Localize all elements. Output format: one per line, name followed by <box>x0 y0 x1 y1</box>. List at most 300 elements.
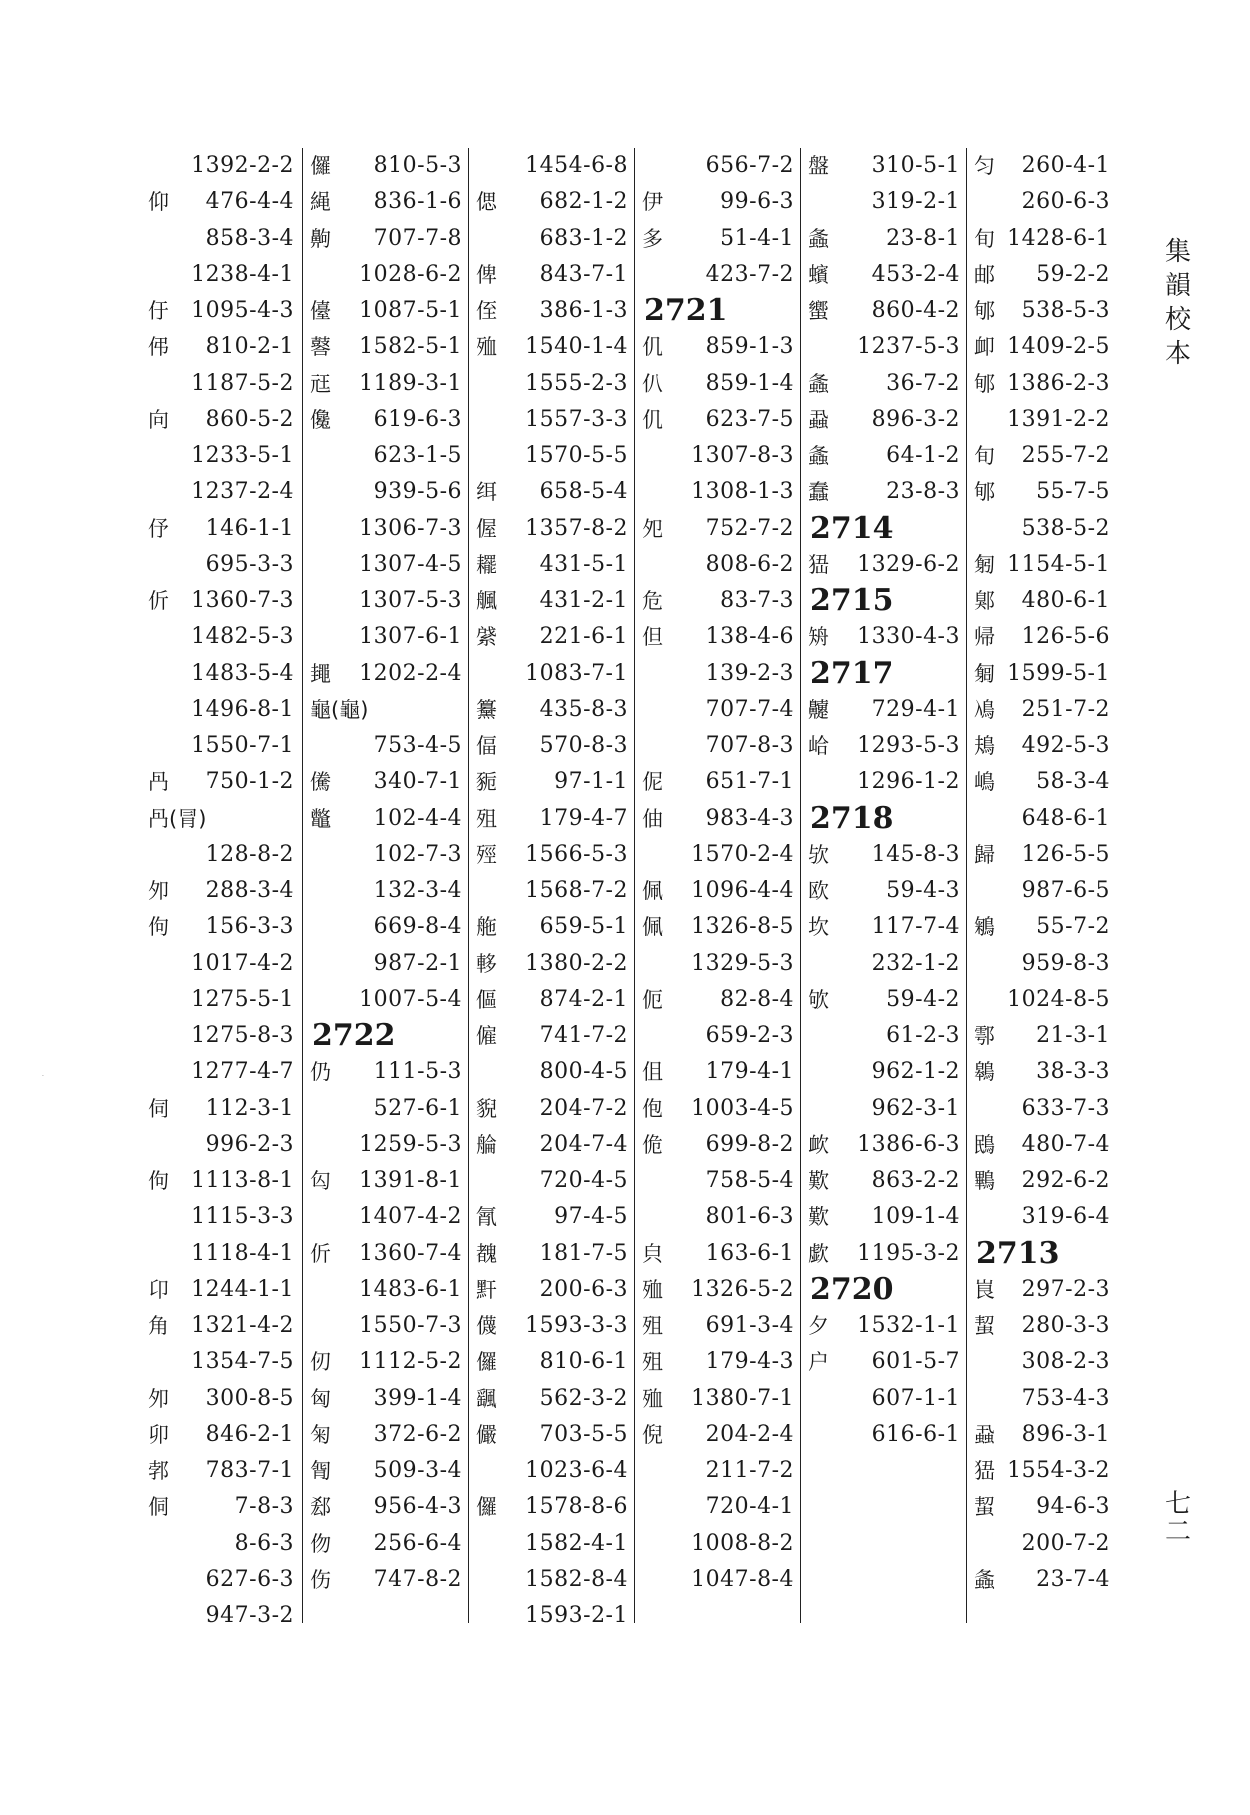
entry-character: 㒵 <box>642 1241 663 1266</box>
index-entry <box>148 1381 300 1417</box>
entry-reference: 1496-8-1 <box>191 696 294 722</box>
entry-character: 伒 <box>148 589 169 613</box>
entry-reference: 860-5-2 <box>205 406 294 432</box>
index-entry <box>148 764 300 800</box>
index-entry <box>808 474 966 510</box>
index-entry <box>642 366 800 402</box>
entry-character: 卹 <box>974 335 995 360</box>
entry-reference: 58-3-4 <box>1036 769 1110 795</box>
entry-reference: 570-8-3 <box>539 733 628 758</box>
index-entry <box>642 909 800 945</box>
index-entry <box>476 293 634 329</box>
entry-character: 鷝 <box>974 1169 995 1193</box>
entry-reference: 132-3-4 <box>373 878 462 903</box>
index-entry <box>642 329 800 365</box>
entry-reference: 752-7-2 <box>705 515 794 541</box>
index-entry <box>642 511 800 547</box>
entry-character: 卯 <box>148 1422 169 1447</box>
entry-reference: 251-7-2 <box>1021 696 1110 722</box>
entry-reference: 179-4-3 <box>705 1349 794 1375</box>
index-entry <box>310 221 468 257</box>
entry-character: 角 <box>148 1314 169 1338</box>
index-entry <box>974 1381 1116 1417</box>
index-entry <box>808 619 966 655</box>
index-entry <box>148 148 300 184</box>
index-entry <box>476 148 634 184</box>
index-entry <box>476 764 634 800</box>
index-entry <box>476 1308 634 1344</box>
index-entry <box>974 184 1116 220</box>
entry-reference: 1326-5-2 <box>691 1276 794 1302</box>
entry-character: 匃 <box>310 1169 331 1193</box>
entry-reference: 750-1-2 <box>205 769 294 795</box>
entry-reference: 753-4-3 <box>1021 1385 1110 1411</box>
index-entry <box>310 982 468 1018</box>
index-entry <box>808 837 966 873</box>
index-entry <box>310 1453 468 1489</box>
index-entry <box>310 1344 468 1380</box>
entry-character: 匀 <box>974 154 995 178</box>
entry-reference: 962-3-1 <box>871 1095 960 1121</box>
index-entry <box>310 1489 468 1525</box>
index-entry <box>974 1272 1116 1308</box>
index-entry <box>148 1598 300 1634</box>
entry-reference: 288-3-4 <box>205 878 294 903</box>
entry-character: 偲 <box>476 190 497 215</box>
index-entry <box>808 438 966 474</box>
index-entry <box>310 402 468 438</box>
index-entry <box>974 837 1116 873</box>
index-entry <box>642 837 800 873</box>
index-entry <box>642 1054 800 1090</box>
entry-reference: 1482-5-3 <box>191 624 294 650</box>
index-entry <box>808 366 966 402</box>
entry-reference: 59-2-2 <box>1036 261 1110 287</box>
entry-reference: 1259-5-3 <box>359 1131 462 1157</box>
index-entry <box>974 148 1116 184</box>
entry-reference: 859-1-4 <box>705 370 794 396</box>
entry-reference: 260-4-1 <box>1021 153 1110 178</box>
entry-reference: 1008-8-2 <box>691 1530 794 1556</box>
entry-reference: 695-3-3 <box>205 551 294 577</box>
index-entry <box>476 1127 634 1163</box>
column-divider <box>800 148 801 1623</box>
entry-character: 蛪 <box>974 1495 995 1520</box>
entry-reference: 801-6-3 <box>705 1204 794 1230</box>
entry-reference: 1017-4-2 <box>191 950 294 976</box>
entry-reference: 858-3-4 <box>205 225 294 251</box>
index-entry <box>642 982 800 1018</box>
entry-reference: 987-6-5 <box>1021 878 1110 903</box>
entry-character: 龜(龜) <box>310 697 369 722</box>
index-entry <box>476 909 634 945</box>
entry-character: 郇 <box>974 480 995 505</box>
entry-reference: 260-6-3 <box>1021 189 1110 215</box>
index-entry <box>148 837 300 873</box>
entry-character: 危 <box>642 589 663 613</box>
entry-character: 鼈 <box>310 806 331 831</box>
entry-reference: 112-3-1 <box>205 1095 294 1121</box>
entry-character: 螽 <box>974 1567 995 1592</box>
index-entry <box>476 1453 634 1489</box>
index-entry <box>974 1344 1116 1380</box>
index-entry <box>476 1091 634 1127</box>
index-entry <box>148 728 300 764</box>
entry-reference: 138-4-6 <box>705 624 794 650</box>
entry-reference: 741-7-2 <box>539 1023 628 1048</box>
entry-reference: 683-1-2 <box>539 225 628 251</box>
entry-reference: 179-4-7 <box>539 805 628 831</box>
entry-reference: 1555-2-3 <box>525 370 628 396</box>
index-entry <box>808 728 966 764</box>
index-entry <box>310 148 468 184</box>
index-entry <box>808 873 966 909</box>
entry-reference: 729-4-1 <box>871 696 960 722</box>
index-entry <box>476 728 634 764</box>
index-entry <box>310 1127 468 1163</box>
entry-character: 峱 <box>974 1459 995 1483</box>
index-entry <box>310 1526 468 1562</box>
entry-reference: 707-7-4 <box>705 696 794 722</box>
index-entry <box>974 692 1116 728</box>
entry-character: 㔨 <box>310 1459 331 1483</box>
index-entry <box>808 1163 966 1199</box>
entry-reference: 874-2-1 <box>539 986 628 1012</box>
index-entry <box>310 656 468 692</box>
index-entry <box>310 474 468 510</box>
entry-character: 䋯 <box>476 625 497 650</box>
entry-reference: 204-7-2 <box>539 1095 628 1121</box>
entry-reference: 896-3-2 <box>871 406 960 432</box>
entry-reference: 633-7-3 <box>1021 1095 1110 1121</box>
entry-reference: 1321-4-2 <box>191 1313 294 1338</box>
index-entry <box>476 873 634 909</box>
index-entry <box>808 1417 966 1453</box>
entry-character: 殂 <box>642 1350 663 1375</box>
index-entry <box>974 1127 1116 1163</box>
entry-reference: 1557-3-3 <box>525 406 628 432</box>
entry-character: 蠢 <box>808 480 829 505</box>
entry-reference: 232-1-2 <box>871 950 960 976</box>
entry-reference: 431-5-1 <box>539 551 628 577</box>
index-entry <box>310 1163 468 1199</box>
entry-reference: 435-8-3 <box>539 696 628 722</box>
entry-reference: 1599-5-1 <box>1007 660 1110 686</box>
entry-character: 䵟 <box>476 1277 497 1302</box>
entry-character: 䎱 <box>476 552 497 577</box>
index-entry <box>310 257 468 293</box>
entry-character: 匔 <box>974 661 995 686</box>
index-entry <box>310 1381 468 1417</box>
index-entry <box>148 1127 300 1163</box>
entry-character: 䶀 <box>310 335 331 360</box>
index-entry <box>476 583 634 619</box>
entry-character: 伌 <box>642 987 663 1012</box>
column-divider <box>634 148 635 1623</box>
entry-reference: 863-2-2 <box>871 1168 960 1193</box>
index-column-6 <box>974 148 1116 1628</box>
entry-character: 侄 <box>476 299 497 323</box>
index-entry <box>808 221 966 257</box>
entry-reference: 1003-4-5 <box>691 1095 794 1121</box>
index-entry <box>310 547 468 583</box>
entry-reference: 956-4-3 <box>373 1494 462 1520</box>
index-entry <box>974 656 1116 692</box>
entry-character: 矪 <box>808 625 829 650</box>
entry-reference: 1593-3-3 <box>525 1313 628 1338</box>
entry-character: 僱 <box>476 1024 497 1048</box>
entry-character: 鴖 <box>974 1132 995 1157</box>
entry-reference: 1386-2-3 <box>1007 370 1110 396</box>
index-column-3 <box>476 148 634 1628</box>
entry-reference: 707-8-3 <box>705 733 794 758</box>
entry-character: 䶑 <box>808 697 829 722</box>
index-entry <box>148 1526 300 1562</box>
index-entry <box>808 982 966 1018</box>
entry-reference: 1293-5-3 <box>857 733 960 758</box>
entry-reference: 538-5-3 <box>1021 298 1110 323</box>
entry-reference: 23-8-1 <box>886 225 960 251</box>
index-entry <box>148 1308 300 1344</box>
section-heading <box>808 511 966 547</box>
index-entry <box>148 1489 300 1525</box>
entry-reference: 1550-7-3 <box>359 1313 462 1338</box>
entry-reference: 1357-8-2 <box>525 515 628 541</box>
entry-reference: 453-2-4 <box>871 261 960 287</box>
entry-reference: 1277-4-7 <box>191 1059 294 1085</box>
entry-reference: 1233-5-1 <box>191 443 294 468</box>
entry-reference: 659-5-1 <box>539 914 628 940</box>
entry-reference: 1329-6-2 <box>857 551 960 577</box>
index-entry <box>642 583 800 619</box>
section-heading <box>310 1018 468 1054</box>
entry-character: 郇 <box>974 299 995 323</box>
entry-character: 儸 <box>476 1495 497 1520</box>
index-entry <box>310 1308 468 1344</box>
entry-character: 郄 <box>310 1495 331 1520</box>
entry-character: 仈 <box>642 371 663 396</box>
column-divider <box>302 148 303 1623</box>
index-entry <box>642 221 800 257</box>
entry-character: 峱 <box>808 552 829 577</box>
index-entry <box>148 329 300 365</box>
entry-character: 卬 <box>148 1277 169 1302</box>
entry-reference: 1023-6-4 <box>525 1458 628 1483</box>
entry-character: 殈 <box>476 335 497 360</box>
entry-character: 倪 <box>642 1422 663 1447</box>
entry-reference: 55-7-5 <box>1036 479 1110 505</box>
index-entry <box>148 221 300 257</box>
index-entry <box>974 982 1116 1018</box>
section-heading <box>808 1272 966 1308</box>
index-entry <box>310 583 468 619</box>
entry-character: 螽 <box>808 371 829 396</box>
index-entry <box>148 511 300 547</box>
index-entry <box>808 1018 966 1054</box>
entry-reference: 126-5-6 <box>1021 624 1110 650</box>
index-entry <box>642 474 800 510</box>
index-entry <box>642 1344 800 1380</box>
index-entry <box>974 366 1116 402</box>
entry-reference: 109-1-4 <box>871 1204 960 1230</box>
entry-character: 殈 <box>642 1386 663 1411</box>
entry-reference: 1380-2-2 <box>525 950 628 976</box>
index-entry <box>642 1091 800 1127</box>
index-entry <box>310 946 468 982</box>
entry-character: 齁 <box>310 226 331 251</box>
section-code: 2721 <box>644 293 728 328</box>
entry-character: 伤 <box>310 1567 331 1592</box>
entry-reference: 1392-2-2 <box>191 153 294 178</box>
entry-reference: 255-7-2 <box>1021 443 1110 468</box>
index-entry <box>148 692 300 728</box>
index-entry <box>310 438 468 474</box>
entry-character: 螽 <box>808 444 829 468</box>
entry-character: 歔 <box>808 1241 829 1266</box>
index-entry <box>148 801 300 837</box>
index-entry <box>476 1562 634 1598</box>
index-entry <box>310 692 468 728</box>
index-entry <box>808 184 966 220</box>
entry-reference: 211-7-2 <box>705 1458 794 1483</box>
entry-character: 仍 <box>310 1060 331 1085</box>
entry-reference: 659-2-3 <box>705 1023 794 1048</box>
index-entry <box>974 1199 1116 1235</box>
index-entry <box>974 764 1116 800</box>
entry-character: 伒 <box>310 1241 331 1266</box>
entry-reference: 651-7-1 <box>705 769 794 795</box>
entry-reference: 527-6-1 <box>373 1095 462 1121</box>
index-entry <box>476 1018 634 1054</box>
index-entry <box>974 438 1116 474</box>
index-entry <box>642 1489 800 1525</box>
index-entry <box>476 619 634 655</box>
entry-reference: 1112-5-2 <box>359 1349 462 1375</box>
index-column-1 <box>148 148 300 1628</box>
entry-reference: 983-4-3 <box>705 805 794 831</box>
entry-reference: 59-4-2 <box>886 986 960 1012</box>
entry-reference: 601-5-7 <box>871 1349 960 1375</box>
entry-reference: 139-2-3 <box>705 660 794 686</box>
entry-character: 但 <box>642 625 663 650</box>
entry-reference: 1550-7-1 <box>191 733 294 758</box>
entry-reference: 1354-7-5 <box>191 1349 294 1375</box>
index-entry <box>808 1381 966 1417</box>
index-entry <box>148 1091 300 1127</box>
entry-character: 鳺 <box>974 734 995 758</box>
entry-reference: 59-4-3 <box>886 878 960 903</box>
index-entry <box>476 366 634 402</box>
index-entry <box>642 801 800 837</box>
entry-reference: 1454-6-8 <box>525 153 628 178</box>
entry-reference: 1307-5-3 <box>359 588 462 613</box>
index-entry <box>476 257 634 293</box>
index-entry <box>476 511 634 547</box>
index-entry <box>148 1417 300 1453</box>
index-entry <box>148 1163 300 1199</box>
index-entry <box>476 692 634 728</box>
entry-character: 颻 <box>476 1386 497 1411</box>
index-entry <box>476 438 634 474</box>
index-entry <box>310 1199 468 1235</box>
entry-reference: 656-7-2 <box>705 153 794 178</box>
index-column-5 <box>808 148 966 1628</box>
index-entry <box>642 1453 800 1489</box>
index-entry <box>974 1018 1116 1054</box>
entry-reference: 1154-5-1 <box>1007 551 1110 577</box>
entry-character: 峎 <box>974 1277 995 1302</box>
entry-reference: 200-7-2 <box>1021 1530 1110 1556</box>
section-code: 2720 <box>810 1271 894 1307</box>
entry-character: 蠁 <box>808 299 829 323</box>
index-entry <box>310 909 468 945</box>
entry-character: 殂 <box>476 806 497 831</box>
entry-reference: 627-6-3 <box>205 1566 294 1592</box>
index-entry <box>974 728 1116 764</box>
entry-reference: 1047-8-4 <box>691 1566 794 1592</box>
entry-reference: 492-5-3 <box>1021 733 1110 758</box>
entry-reference: 1360-7-4 <box>359 1240 462 1266</box>
entry-reference: 8-6-3 <box>234 1530 294 1556</box>
index-entry <box>974 293 1116 329</box>
entry-character: 户 <box>808 1350 829 1375</box>
index-entry <box>642 1526 800 1562</box>
entry-reference: 1306-7-3 <box>359 515 462 541</box>
index-entry <box>808 293 966 329</box>
entry-reference: 145-8-3 <box>871 841 960 867</box>
index-entry <box>642 656 800 692</box>
index-entry <box>310 293 468 329</box>
entry-reference: 1391-8-1 <box>359 1168 462 1193</box>
index-entry <box>642 946 800 982</box>
entry-reference: 1007-5-4 <box>359 986 462 1012</box>
entry-reference: 783-7-1 <box>205 1458 294 1483</box>
entry-character: 伲 <box>642 770 663 795</box>
index-entry <box>974 1163 1116 1199</box>
entry-character: 䌺 <box>476 480 497 505</box>
entry-reference: 1582-8-4 <box>525 1566 628 1592</box>
index-entry <box>148 1018 300 1054</box>
index-entry <box>974 1489 1116 1525</box>
entry-reference: 1238-4-1 <box>191 261 294 287</box>
index-entry <box>642 1236 800 1272</box>
index-entry <box>310 329 468 365</box>
entry-character: 伷 <box>642 806 663 831</box>
index-entry <box>148 583 300 619</box>
entry-reference: 623-1-5 <box>373 443 462 468</box>
index-entry <box>148 1054 300 1090</box>
index-column-4 <box>642 148 800 1628</box>
entry-reference: 996-2-3 <box>205 1131 294 1157</box>
index-entry <box>476 837 634 873</box>
index-entry <box>808 148 966 184</box>
index-entry <box>476 1489 634 1525</box>
entry-reference: 720-4-5 <box>539 1168 628 1193</box>
index-entry <box>974 1091 1116 1127</box>
index-entry <box>148 909 300 945</box>
entry-character: 仉 <box>642 407 663 432</box>
index-entry <box>476 1199 634 1235</box>
entry-character: 佝 <box>148 915 169 940</box>
index-entry <box>974 257 1116 293</box>
entry-reference: 55-7-2 <box>1036 914 1110 940</box>
entry-reference: 1024-8-5 <box>1007 986 1110 1012</box>
section-heading <box>808 583 966 619</box>
entry-reference: 562-3-2 <box>539 1385 628 1411</box>
index-entry <box>642 148 800 184</box>
index-entry <box>974 1526 1116 1562</box>
entry-reference: 319-2-1 <box>871 189 960 215</box>
